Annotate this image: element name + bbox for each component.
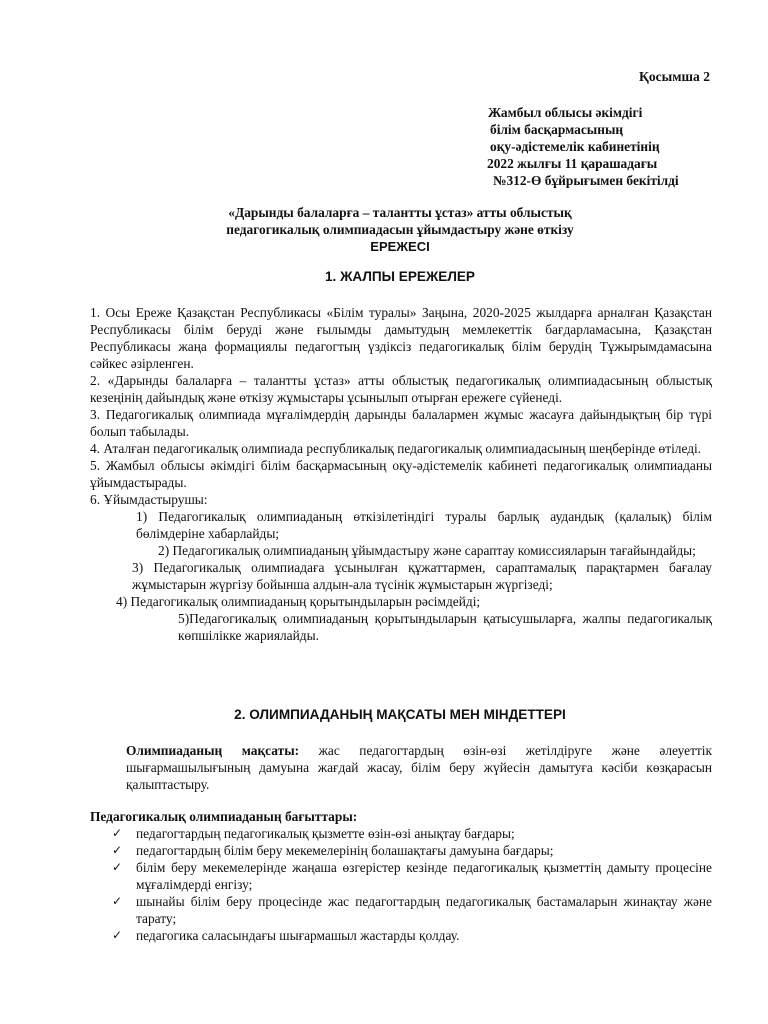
section-heading-goals: 2. ОЛИМПИАДАНЫҢ МАҚСАТЫ МЕН МІНДЕТТЕРІ: [234, 707, 566, 722]
list-item: ✓ педагогика саласындағы шығармашыл жастарды қолдау.: [112, 928, 460, 943]
check-icon: ✓: [112, 928, 123, 942]
directions-title: Педагогикалық олимпиаданың бағыттары:: [90, 809, 358, 824]
check-icon: ✓: [112, 860, 123, 874]
approval-line: Жамбыл облысы әкімдігі: [488, 105, 643, 120]
approval-line: оқу-әдістемелік кабинетінің: [490, 139, 660, 154]
goal-label: Олимпиаданың мақсаты:: [126, 743, 300, 758]
list-item: ✓ білім беру мекемелерінде жаңаша өзгерістер кезінде педагогикалық қызметтің дамыту процесіне мұғалімдерді енгізу;: [112, 860, 712, 892]
olympiad-directions: [90, 808, 712, 944]
organizer-duty: 2) Педагогикалық олимпиаданың ұйымдастыру және сараптау комиссияларын тағайындайды;: [158, 543, 696, 558]
organizer-duty: 5)Педагогикалық олимпиаданың қорытындыларын қатысушыларға, жалпы педагогикалық көпшілікке жариялайды.: [178, 611, 712, 643]
appendix-label: Қосымша 2: [638, 69, 710, 84]
check-icon: ✓: [112, 894, 123, 908]
list-item: ✓ шынайы білім беру процесінде жас педагогтардың педагогикалық бастамаларын жинақтау және тарату;: [112, 894, 712, 926]
check-icon: ✓: [112, 843, 123, 857]
title-line: педагогикалық олимпиадасын ұйымдастыру және өткізу: [226, 222, 574, 237]
paragraph: 3. Педагогикалық олимпиада мұғалімдердің дарынды балалармен жұмыс жасауға дайындықтың бір түрі болып табылады.: [90, 407, 712, 439]
list-item: ✓ педагогтардың педагогикалық қызметте өзін-өзі анықтау бағдары;: [112, 826, 515, 841]
approval-stamp-text: [484, 104, 679, 189]
approval-line: №312-Ө бұйрығымен бекітілді: [493, 173, 679, 188]
organizer-duty: 3) Педагогикалық олимпиадаға ұсынылған құжаттармен, сараптамалық парақтармен бағалау жұмыстарын жүргізу бойынша алдын-ала түсінік жұмыстарын жүргізеді;: [132, 560, 712, 592]
paragraph: 1. Осы Ереже Қазақстан Республикасы «Білім туралы» Заңына, 2020-2025 жылдарға арналған Қазақстан Республикасы білім беруді және ғылымды дамытудың мемлекеттік бағдарламасына, Қазақстан Республикасы жаңа формациялы педагогтың үздіксіз педагогикалық білім берудің Тұжырымдамасына сәйкес әзірленген.: [90, 305, 712, 371]
olympiad-goal: [90, 742, 712, 793]
approval-line: білім басқармасының: [490, 122, 624, 137]
check-icon: ✓: [112, 826, 123, 840]
list-item: ✓ педагогтардың білім беру мекемелерінің болашақтағы дамуына бағдары;: [112, 843, 554, 858]
organizer-duty: 1) Педагогикалық олимпиаданың өткізілетіндігі туралы барлық аудандық (қалалық) білім бөлімдеріне хабарлайды;: [136, 509, 712, 541]
organizer-duty: 4) Педагогикалық олимпиаданың қорытындыларын рәсімдейді;: [116, 594, 481, 609]
title-line: ЕРЕЖЕСІ: [370, 239, 430, 254]
section-heading-general: 1. ЖАЛПЫ ЕРЕЖЕЛЕР: [324, 269, 475, 284]
section-general-body: [90, 304, 712, 644]
goal-text: жас педагогтардың өзін-өзі жетілдіруге және әлеуеттік шығармашылығының дамуына жағдай жасау, білім беру жүйесін дамытуға кәсіби көзқарасын қалыптастыру.: [126, 743, 712, 792]
document-title: [90, 204, 710, 255]
paragraph: 2. «Дарынды балаларға – талантты ұстаз» атты облыстық педагогикалық олимпиадасының облыстық кезеңінің дайындық және өткізу жұмыстары ұсынылып отырған ережеге сүйенеді.: [90, 373, 712, 405]
paragraph: 6. Ұйымдастырушы:: [90, 492, 208, 507]
title-line: «Дарынды балаларға – талантты ұстаз» атты облыстық: [228, 205, 572, 220]
approval-line: 2022 жылғы 11 қарашадағы: [487, 156, 658, 171]
paragraph: 4. Аталған педагогикалық олимпиада республикалық педагогикалық олимпиадасының шеңберінде өтіледі.: [90, 441, 702, 456]
paragraph: 5. Жамбыл облысы әкімдігі білім басқармасының оқу-әдістемелік кабинеті педагогикалық олимпиаданы ұйымдастырады.: [90, 458, 712, 490]
directions-list: [90, 825, 712, 944]
